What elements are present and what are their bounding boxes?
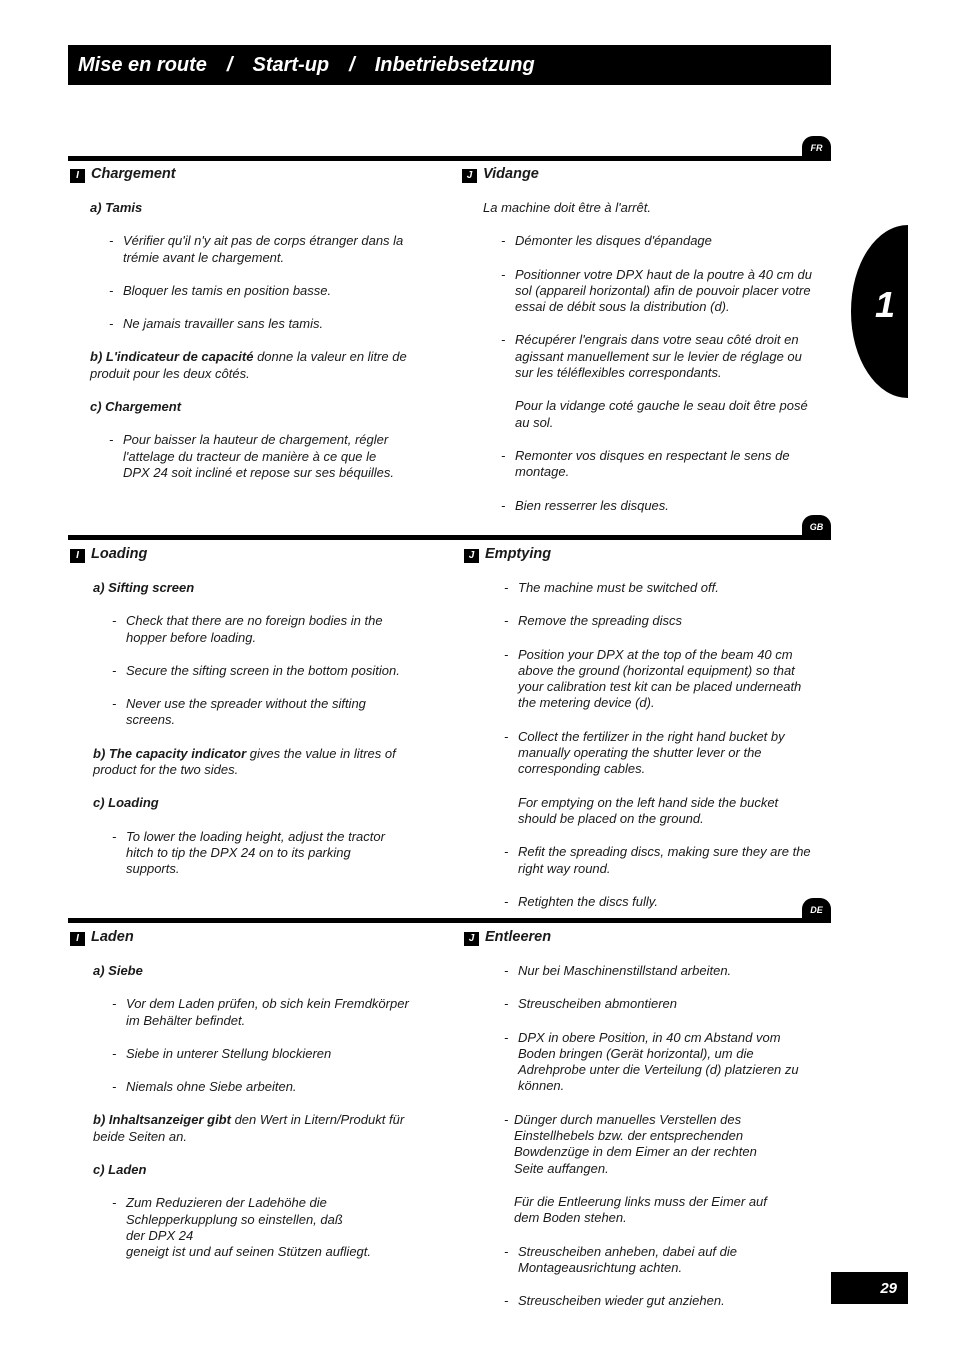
title-separator: /: [226, 53, 233, 76]
title-de: Inbetriebsetzung: [374, 53, 535, 76]
section-divider-gb: [68, 535, 831, 540]
note-text: Pour la vidange coté gauche le seau doit être posé au sol.: [515, 398, 808, 430]
list-item: - Vérifier qu'il n'y ait pas de corps étranger dans la trémie avant le chargement.: [109, 233, 404, 265]
list-item: - Pour baisser la hauteur de chargement, régler l'attelage du tracteur de manière à ce que le DPX 24 soit incliné et repose sur ses béquilles.: [109, 432, 394, 480]
section-marker: I: [70, 549, 85, 563]
list-item: - Never use the spreader without the sifting screens.: [112, 696, 366, 728]
list-item: - DPX in obere Position, in 40 cm Abstand vom Boden bringen (Gerät horizontal), um die Adrehprobe unter die Verteilung (d) platzieren zu können.: [504, 1029, 799, 1094]
section-divider-de: [68, 918, 831, 923]
section-marker: J: [464, 932, 479, 946]
capacity-indicator-text: b) L'indicateur de capacité donne la valeur en litre de produit pour les deux côtés.: [90, 349, 407, 381]
list-item: - Refit the spreading discs, making sure they are the right way round.: [504, 844, 811, 876]
capacity-indicator-text: b) Inhaltsanzeiger gibt den Wert in Litern/Produkt für beide Seiten an.: [93, 1112, 405, 1144]
title-en: Start-up: [252, 53, 330, 76]
page-number: 29: [831, 1272, 908, 1304]
title-separator: /: [349, 53, 355, 76]
list-item: - Bloquer les tamis en position basse.: [109, 282, 332, 298]
subheading: a) Tamis: [90, 200, 143, 215]
list-item: - Positionner votre DPX haut de la poutre à 40 cm du sol (appareil horizontal) afin de pouvoir placer votre essai de débit sous la distribution (d).: [501, 266, 813, 315]
section-heading: J Emptying: [464, 546, 814, 563]
fr-loading-column: [70, 166, 420, 481]
language-badge-gb: GB: [802, 515, 831, 536]
list-item: - Récupérer l'engrais dans votre seau côté droit en agissant manuellement sur le levier de réglage ou sur les téléflexibles correspondants.: [501, 332, 802, 381]
list-item: - Check that there are no foreign bodies in the hopper before loading.: [112, 613, 383, 645]
de-emptying-column: [464, 929, 816, 1309]
list-item: - Streuscheiben wieder gut anziehen.: [504, 1293, 725, 1309]
list-item: - Vor dem Laden prüfen, ob sich kein Fremdkörper im Behälter befindet.: [112, 996, 409, 1028]
note-text: Für die Entleerung links muss der Eimer auf dem Boden stehen.: [514, 1193, 767, 1226]
list-item: - Dünger durch manuelles Verstellen des Einstellhebels bzw. der entsprechenden Bowdenzüge in dem Eimer an der rechten Seite auffangen.: [504, 1111, 757, 1176]
list-item-continuation: geneigt ist und auf seinen Stützen aufliegt.: [126, 1244, 372, 1260]
section-heading: J Vidange: [462, 166, 812, 183]
list-item: - Niemals ohne Siebe arbeiten.: [112, 1079, 297, 1095]
chapter-tab: [851, 225, 908, 398]
subheading: c) Chargement: [90, 399, 182, 415]
section-heading: I Laden: [70, 929, 422, 946]
page-title-bar: [68, 45, 831, 85]
section-heading: I Chargement: [70, 166, 420, 183]
list-item: - Retighten the discs fully.: [504, 893, 658, 909]
list-item: - Secure the sifting screen in the bottom position.: [112, 662, 400, 678]
section-marker: J: [464, 549, 479, 563]
list-item: - To lower the loading height, adjust the tractor hitch to tip the DPX 24 on to its parking supports.: [112, 828, 385, 877]
gb-emptying-column: [464, 546, 814, 910]
list-item: - Streuscheiben abmontieren: [504, 996, 677, 1012]
section-marker: I: [70, 169, 85, 183]
list-item: - The machine must be switched off.: [504, 580, 719, 595]
subheading: c) Laden: [93, 1162, 147, 1178]
title-fr: Mise en route: [78, 53, 207, 76]
language-badge-de: DE: [802, 898, 831, 919]
list-item: - Zum Reduzieren der Ladehöhe die Schlepperkupplung so einstellen, daß der DPX 24: [112, 1195, 343, 1243]
subheading: a) Siebe: [93, 963, 143, 978]
list-item: - Remove the spreading discs: [504, 613, 683, 629]
capacity-indicator-text: b) The capacity indicator gives the value in litres of product for the two sides.: [93, 745, 396, 778]
section-heading: I Loading: [70, 546, 422, 563]
list-item: - Nur bei Maschinenstillstand arbeiten.: [504, 963, 732, 978]
section-marker: I: [70, 932, 85, 946]
list-item: - Streuscheiben anheben, dabei auf die Montageausrichtung achten.: [504, 1243, 738, 1275]
intro-text: La machine doit être à l'arrêt.: [483, 200, 651, 215]
subheading: a) Sifting screen: [93, 580, 195, 595]
section-heading: J Entleeren: [464, 929, 816, 946]
note-text: For emptying on the left hand side the bucket should be placed on the ground.: [518, 794, 779, 826]
list-item: - Position your DPX at the top of the beam 40 cm above the ground (horizontal equipment) so that your calibration test kit can be placed underneath the metering device (d).: [504, 646, 802, 711]
list-item: - Ne jamais travailler sans les tamis.: [109, 316, 324, 332]
section-divider-fr: [68, 156, 831, 161]
list-item: - Remonter vos disques en respectant le sens de montage.: [501, 447, 790, 480]
de-loading-column: [70, 929, 422, 1261]
list-item: - Siebe in unterer Stellung blockieren: [112, 1045, 332, 1061]
list-item: - Bien resserrer les disques.: [501, 497, 669, 513]
gb-loading-column: [70, 546, 422, 878]
section-marker: J: [462, 169, 477, 183]
subheading: c) Loading: [93, 795, 159, 811]
language-badge-fr: FR: [802, 136, 831, 157]
list-item: - Démonter les disques d'épandage: [501, 233, 712, 249]
chapter-number: 1: [875, 284, 896, 325]
list-item: - Collect the fertilizer in the right hand bucket by manually operating the shutter lever or the corresponding cables.: [504, 728, 785, 777]
fr-emptying-column: [462, 166, 812, 514]
